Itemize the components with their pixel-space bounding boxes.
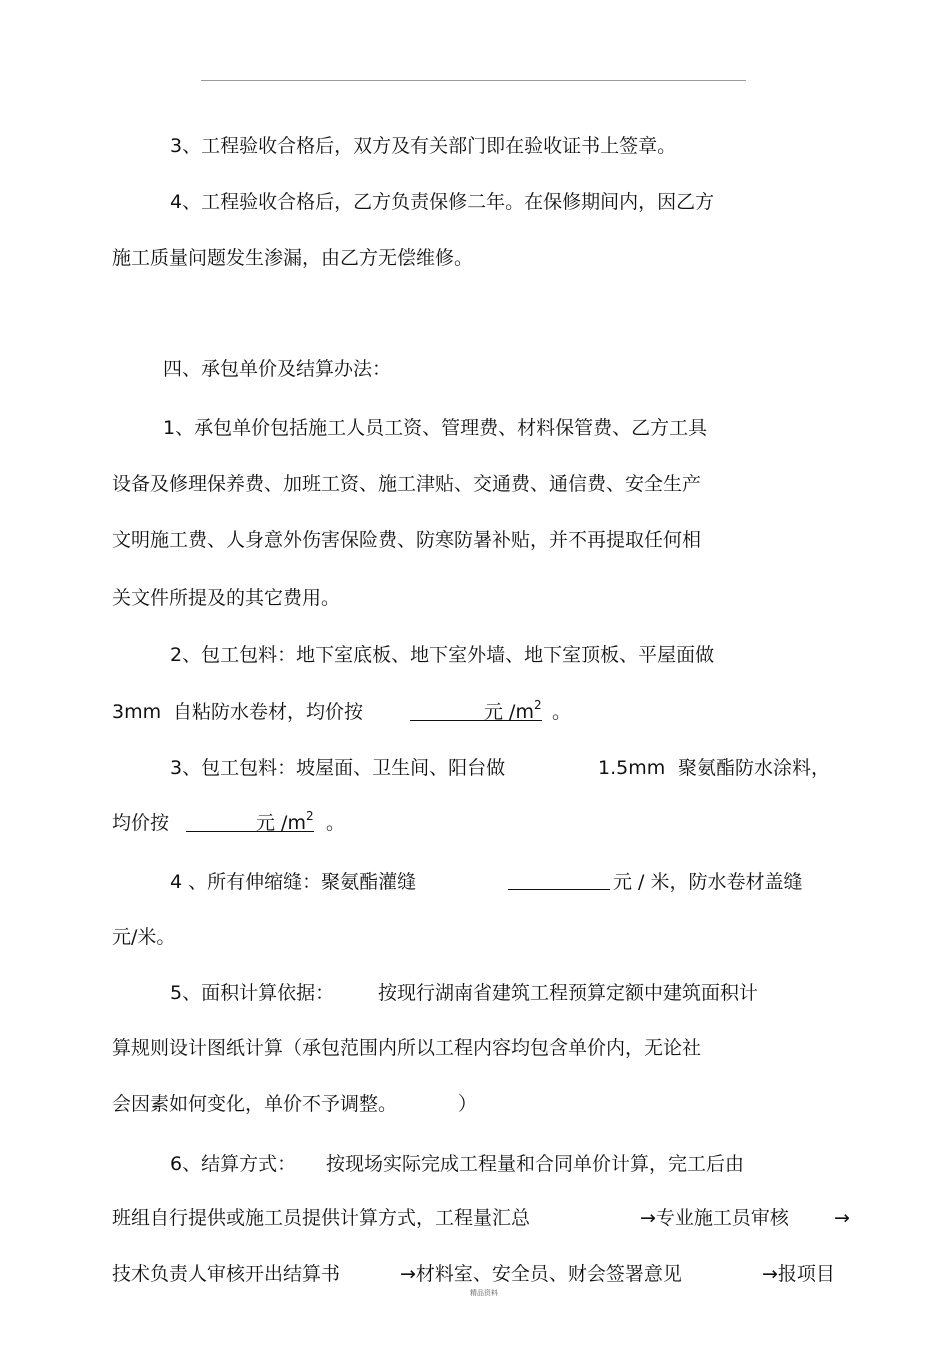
header-rule: [201, 80, 746, 81]
item-3-thickness: 1.5mm: [598, 757, 666, 779]
item-3-unit: 元 $/m^2$: [256, 809, 314, 834]
item-4-line-2: 元/米。: [112, 926, 176, 948]
item-6-flow-step-1: →专业施工员审核: [640, 1207, 789, 1229]
item-6-flow-step-2: 技术负责人审核开出结算书: [112, 1263, 341, 1285]
item-3-price-label: 均价按: [112, 812, 170, 834]
item-2-unit: 元 $/m^2$: [484, 698, 542, 723]
item-2-thickness: 3mm: [112, 701, 162, 723]
item-6-text-2: 班组自行提供或施工员提供计算方式，工程量汇总: [112, 1207, 531, 1229]
item-5-text-3: 会因素如何变化，单价不予调整。: [112, 1093, 398, 1115]
item-6-flow-step-3: →材料室、安全员、财会签署意见: [400, 1263, 682, 1285]
item-1-line-1: 1、承包单价包括施工人员工资、管理费、材料保管费、乙方工具: [163, 417, 708, 439]
clause-3-acceptance: 3、工程验收合格后，双方及有关部门即在验收证书上签章。: [170, 135, 677, 157]
item-2-material-text: 自粘防水卷材，均价按: [173, 701, 364, 723]
item-6-label: 6、结算方式：: [170, 1153, 297, 1175]
item-5-text-2: 算规则设计图纸计算（承包范围内所以工程内容均包含单价内，无论社: [112, 1037, 702, 1059]
item-3-line-1: 3、包工包料：坡屋面、卫生间、阳台做: [170, 757, 506, 779]
item-1-line-2: 设备及修理保养费、加班工资、施工津贴、交通费、通信费、安全生产: [112, 473, 702, 495]
item-3-end-mark: 。: [326, 812, 346, 834]
item-6-text-1: 按现场实际完成工程量和合同单价计算，完工后由: [326, 1153, 745, 1175]
item-5-text-1: 按现行湖南省建筑工程预算定额中建筑面积计: [378, 982, 759, 1004]
item-6-flow-step-4: →报项目: [762, 1263, 835, 1285]
item-4-line-1: 4 、所有伸缩缝：聚氨酯灌缝: [170, 871, 417, 893]
item-4-price-blank: [508, 889, 610, 890]
item-1-line-4: 关文件所提及的其它费用。: [112, 587, 341, 609]
item-4-unit-and-cover: 元 / 米，防水卷材盖缝: [613, 871, 803, 893]
item-3-material-text: 聚氨酯防水涂料，: [678, 757, 831, 779]
item-5-label: 5、面积计算依据：: [170, 982, 335, 1004]
section-4-heading: 四、承包单价及结算办法：: [163, 358, 392, 380]
item-2-line-1: 2、包工包料：地下室底板、地下室外墙、地下室顶板、平屋面做: [170, 644, 715, 666]
clause-4-warranty-line-2: 施工质量问题发生渗漏，由乙方无偿维修。: [112, 247, 474, 269]
clause-4-warranty-line-1: 4、工程验收合格后，乙方负责保修二年。在保修期间内，因乙方: [170, 191, 715, 213]
page-footer: 精品资料: [470, 1289, 498, 1297]
item-5-close-paren: ）: [458, 1093, 478, 1115]
item-6-flow-arrow: →: [834, 1207, 850, 1229]
item-1-line-3: 文明施工费、人身意外伤害保险费、防寒防暑补贴，并不再提取任何相: [112, 529, 702, 551]
item-2-end-mark: 。: [552, 701, 572, 723]
